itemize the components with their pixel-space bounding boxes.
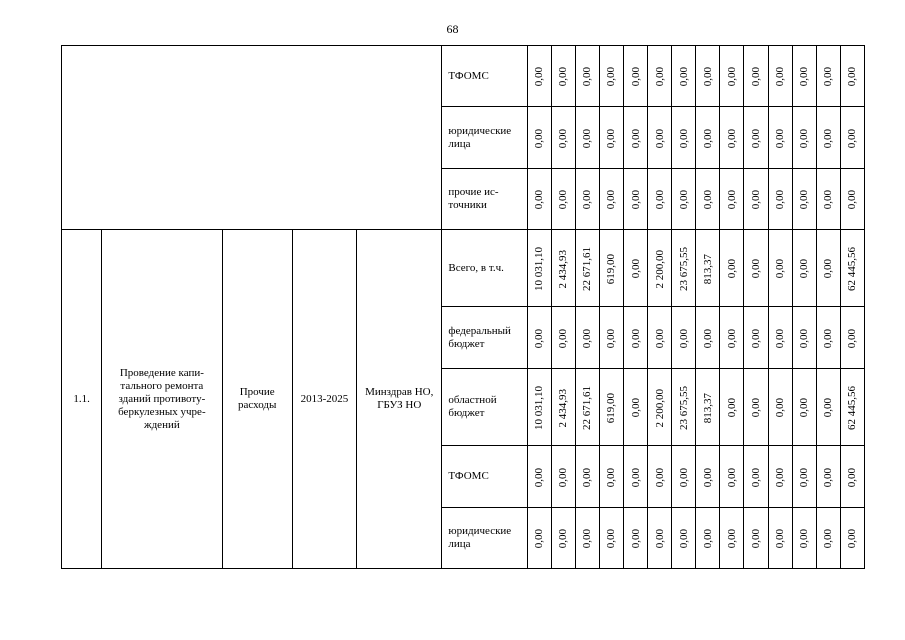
value-cell	[575, 307, 599, 369]
value-text: 2 434,93	[557, 249, 570, 289]
value-cell	[720, 169, 744, 230]
value-cell	[575, 369, 599, 446]
value-cell	[648, 369, 672, 446]
value-text: 0,00	[701, 529, 714, 549]
funding-source-cell: ТФОМС	[442, 446, 527, 508]
value-cell	[527, 169, 551, 230]
value-text: 0,00	[677, 67, 690, 87]
value-text: 0,00	[581, 328, 594, 349]
value-text: 0,00	[581, 190, 594, 210]
value-text: 62 445,56	[846, 247, 859, 291]
value-cell	[768, 230, 792, 307]
value-cell	[696, 446, 720, 508]
value-text: 0,00	[653, 190, 666, 210]
value-text: 0,00	[822, 128, 835, 149]
value-cell	[624, 107, 648, 169]
value-cell	[599, 508, 623, 569]
value-text: 0,00	[774, 398, 787, 418]
value-cell	[840, 230, 864, 307]
value-cell	[648, 107, 672, 169]
value-text: 813,37	[701, 253, 714, 285]
funding-source-cell: Всего, в т.ч.	[442, 230, 527, 307]
value-cell	[648, 446, 672, 508]
period-cell: 2013-2025	[292, 230, 356, 569]
value-text: 0,00	[533, 190, 546, 210]
value-cell	[527, 107, 551, 169]
value-cell	[768, 107, 792, 169]
value-cell	[624, 46, 648, 107]
value-cell	[672, 107, 696, 169]
value-text: 0,00	[822, 190, 835, 210]
value-cell	[696, 46, 720, 107]
value-text: 0,00	[653, 529, 666, 549]
value-text: 0,00	[798, 467, 811, 488]
value-cell	[575, 107, 599, 169]
value-cell	[648, 307, 672, 369]
value-cell	[575, 46, 599, 107]
value-cell	[672, 369, 696, 446]
value-cell	[840, 46, 864, 107]
executor-cell: Минздрав НО, ГБУЗ НО	[357, 230, 442, 569]
value-cell	[551, 508, 575, 569]
value-cell	[840, 369, 864, 446]
value-cell	[792, 446, 816, 508]
value-cell	[840, 307, 864, 369]
value-text: 0,00	[774, 128, 787, 149]
value-cell	[792, 169, 816, 230]
value-cell	[840, 169, 864, 230]
value-text: 0,00	[749, 398, 762, 418]
value-cell	[624, 169, 648, 230]
value-cell	[648, 169, 672, 230]
value-text: 0,00	[605, 190, 618, 210]
value-text: 0,00	[725, 259, 738, 279]
value-text: 0,00	[629, 467, 642, 488]
value-text: 0,00	[533, 529, 546, 549]
value-cell	[744, 446, 768, 508]
value-text: 10 031,10	[533, 247, 546, 291]
value-text: 0,00	[581, 128, 594, 149]
table-row	[62, 46, 865, 107]
value-text: 0,00	[749, 67, 762, 87]
value-text: 62 445,56	[846, 386, 859, 430]
value-text: 0,00	[774, 467, 787, 488]
value-text: 0,00	[774, 529, 787, 549]
value-text: 0,00	[677, 467, 690, 488]
value-cell	[720, 446, 744, 508]
value-text: 0,00	[557, 128, 570, 149]
value-text: 0,00	[846, 190, 859, 210]
value-text: 0,00	[557, 467, 570, 488]
value-text: 0,00	[581, 467, 594, 488]
value-text: 0,00	[653, 467, 666, 488]
value-cell	[816, 107, 840, 169]
value-text: 0,00	[557, 190, 570, 210]
value-text: 0,00	[677, 190, 690, 210]
value-text: 0,00	[581, 529, 594, 549]
value-cell	[648, 46, 672, 107]
value-text: 0,00	[605, 128, 618, 149]
value-cell	[551, 107, 575, 169]
value-cell	[816, 508, 840, 569]
value-cell	[672, 230, 696, 307]
value-cell	[527, 307, 551, 369]
value-text: 0,00	[533, 128, 546, 149]
value-text: 0,00	[701, 328, 714, 349]
value-text: 0,00	[749, 467, 762, 488]
value-text: 0,00	[798, 398, 811, 418]
value-cell	[672, 46, 696, 107]
value-cell	[744, 230, 768, 307]
value-text: 0,00	[725, 67, 738, 87]
value-cell	[696, 230, 720, 307]
value-text: 0,00	[798, 529, 811, 549]
value-cell	[599, 369, 623, 446]
value-cell	[792, 107, 816, 169]
value-text: 0,00	[725, 529, 738, 549]
value-text: 0,00	[822, 67, 835, 87]
value-cell	[672, 508, 696, 569]
value-cell	[575, 508, 599, 569]
value-cell	[744, 369, 768, 446]
value-cell	[599, 107, 623, 169]
value-text: 0,00	[822, 467, 835, 488]
value-cell	[720, 369, 744, 446]
value-text: 0,00	[798, 328, 811, 349]
value-cell	[672, 169, 696, 230]
value-text: 0,00	[677, 328, 690, 349]
value-text: 0,00	[533, 328, 546, 349]
value-cell	[696, 107, 720, 169]
value-text: 0,00	[629, 128, 642, 149]
value-text: 0,00	[581, 67, 594, 87]
value-text: 0,00	[533, 67, 546, 87]
value-cell	[527, 446, 551, 508]
value-text: 0,00	[629, 328, 642, 349]
table-row	[62, 230, 865, 307]
value-text: 22 671,61	[581, 247, 594, 291]
value-text: 0,00	[557, 529, 570, 549]
value-text: 0,00	[749, 259, 762, 279]
value-text: 0,00	[774, 67, 787, 87]
value-cell	[792, 46, 816, 107]
value-cell	[768, 446, 792, 508]
value-text: 0,00	[605, 328, 618, 349]
value-cell	[792, 307, 816, 369]
value-text: 0,00	[725, 467, 738, 488]
value-cell	[720, 307, 744, 369]
value-cell	[720, 46, 744, 107]
value-text: 0,00	[725, 398, 738, 418]
value-text: 0,00	[774, 259, 787, 279]
value-text: 0,00	[677, 529, 690, 549]
value-cell	[551, 446, 575, 508]
value-cell	[792, 508, 816, 569]
value-text: 619,00	[605, 392, 618, 424]
value-cell	[575, 169, 599, 230]
funding-source-cell: прочие ис-точники	[442, 169, 527, 230]
item-name-cell: Проведение капи-тального ремонта зданий противоту-беркулезных учре-ждений	[102, 230, 222, 569]
value-text: 0,00	[822, 328, 835, 349]
value-cell	[720, 230, 744, 307]
value-text: 0,00	[749, 529, 762, 549]
value-cell	[816, 230, 840, 307]
value-cell	[575, 230, 599, 307]
value-cell	[816, 446, 840, 508]
budget-table	[61, 45, 865, 569]
value-cell	[527, 508, 551, 569]
value-text: 0,00	[701, 190, 714, 210]
value-cell	[527, 230, 551, 307]
value-text: 2 434,93	[557, 388, 570, 428]
funding-source-cell: ТФОМС	[442, 46, 527, 107]
value-text: 0,00	[774, 190, 787, 210]
value-text: 0,00	[557, 328, 570, 349]
value-cell	[840, 107, 864, 169]
funding-source-cell: юридические лица	[442, 508, 527, 569]
value-cell	[599, 230, 623, 307]
value-cell	[744, 46, 768, 107]
value-text: 0,00	[629, 529, 642, 549]
value-cell	[527, 369, 551, 446]
value-cell	[672, 307, 696, 369]
funding-source-cell: областной бюджет	[442, 369, 527, 446]
value-cell	[575, 446, 599, 508]
value-text: 0,00	[701, 67, 714, 87]
value-text: 0,00	[846, 529, 859, 549]
empty-merged-cell	[62, 46, 442, 230]
value-cell	[551, 307, 575, 369]
value-cell	[744, 107, 768, 169]
value-cell	[624, 508, 648, 569]
value-cell	[768, 369, 792, 446]
value-text: 22 671,61	[581, 386, 594, 430]
value-text: 0,00	[629, 398, 642, 418]
value-cell	[696, 307, 720, 369]
value-cell	[696, 169, 720, 230]
value-text: 0,00	[653, 67, 666, 87]
value-cell	[744, 169, 768, 230]
value-cell	[816, 369, 840, 446]
value-text: 813,37	[701, 392, 714, 424]
value-cell	[648, 508, 672, 569]
value-text: 0,00	[653, 128, 666, 149]
value-text: 23 675,55	[677, 386, 690, 430]
value-text: 2 200,00	[653, 249, 666, 289]
value-text: 0,00	[605, 529, 618, 549]
value-text: 10 031,10	[533, 386, 546, 430]
value-text: 0,00	[533, 467, 546, 488]
value-text: 0,00	[822, 259, 835, 279]
value-text: 0,00	[677, 128, 690, 149]
value-text: 0,00	[749, 128, 762, 149]
value-text: 0,00	[725, 328, 738, 349]
value-text: 0,00	[605, 467, 618, 488]
value-cell	[816, 169, 840, 230]
value-text: 0,00	[798, 67, 811, 87]
value-text: 0,00	[557, 67, 570, 87]
value-text: 0,00	[725, 190, 738, 210]
value-cell	[551, 369, 575, 446]
value-cell	[768, 307, 792, 369]
value-text: 0,00	[846, 467, 859, 488]
value-cell	[648, 230, 672, 307]
value-cell	[768, 46, 792, 107]
value-cell	[768, 169, 792, 230]
value-cell	[696, 508, 720, 569]
value-cell	[816, 46, 840, 107]
expense-type-cell: Прочие расходы	[222, 230, 292, 569]
value-text: 2 200,00	[653, 388, 666, 428]
value-text: 0,00	[798, 259, 811, 279]
value-cell	[840, 446, 864, 508]
value-cell	[744, 508, 768, 569]
value-text: 0,00	[629, 67, 642, 87]
value-text: 0,00	[798, 128, 811, 149]
value-cell	[551, 46, 575, 107]
value-cell	[720, 508, 744, 569]
value-cell	[527, 46, 551, 107]
value-cell	[720, 107, 744, 169]
funding-source-cell: федеральный бюджет	[442, 307, 527, 369]
value-text: 0,00	[629, 259, 642, 279]
value-cell	[599, 446, 623, 508]
value-cell	[599, 307, 623, 369]
value-text: 0,00	[605, 67, 618, 87]
funding-source-cell: юридические лица	[442, 107, 527, 169]
value-text: 0,00	[822, 529, 835, 549]
value-text: 23 675,55	[677, 247, 690, 291]
page-number: 68	[446, 22, 459, 36]
value-cell	[624, 307, 648, 369]
value-text: 0,00	[701, 467, 714, 488]
value-cell	[744, 307, 768, 369]
value-text: 0,00	[846, 328, 859, 349]
value-text: 0,00	[653, 328, 666, 349]
value-cell	[792, 369, 816, 446]
value-text: 0,00	[798, 190, 811, 210]
value-text: 0,00	[725, 128, 738, 149]
value-cell	[840, 508, 864, 569]
value-text: 0,00	[701, 128, 714, 149]
value-cell	[696, 369, 720, 446]
value-cell	[792, 230, 816, 307]
value-cell	[672, 446, 696, 508]
value-text: 0,00	[846, 67, 859, 87]
value-text: 0,00	[774, 328, 787, 349]
value-cell	[599, 169, 623, 230]
value-text: 0,00	[749, 328, 762, 349]
value-text: 619,00	[605, 253, 618, 285]
value-cell	[624, 230, 648, 307]
value-cell	[551, 169, 575, 230]
item-number-cell: 1.1.	[62, 230, 102, 569]
value-text: 0,00	[749, 190, 762, 210]
value-cell	[816, 307, 840, 369]
value-cell	[624, 446, 648, 508]
value-cell	[599, 46, 623, 107]
value-cell	[768, 508, 792, 569]
value-text: 0,00	[822, 398, 835, 418]
value-text: 0,00	[629, 190, 642, 210]
value-cell	[551, 230, 575, 307]
value-cell	[624, 369, 648, 446]
value-text: 0,00	[846, 128, 859, 149]
